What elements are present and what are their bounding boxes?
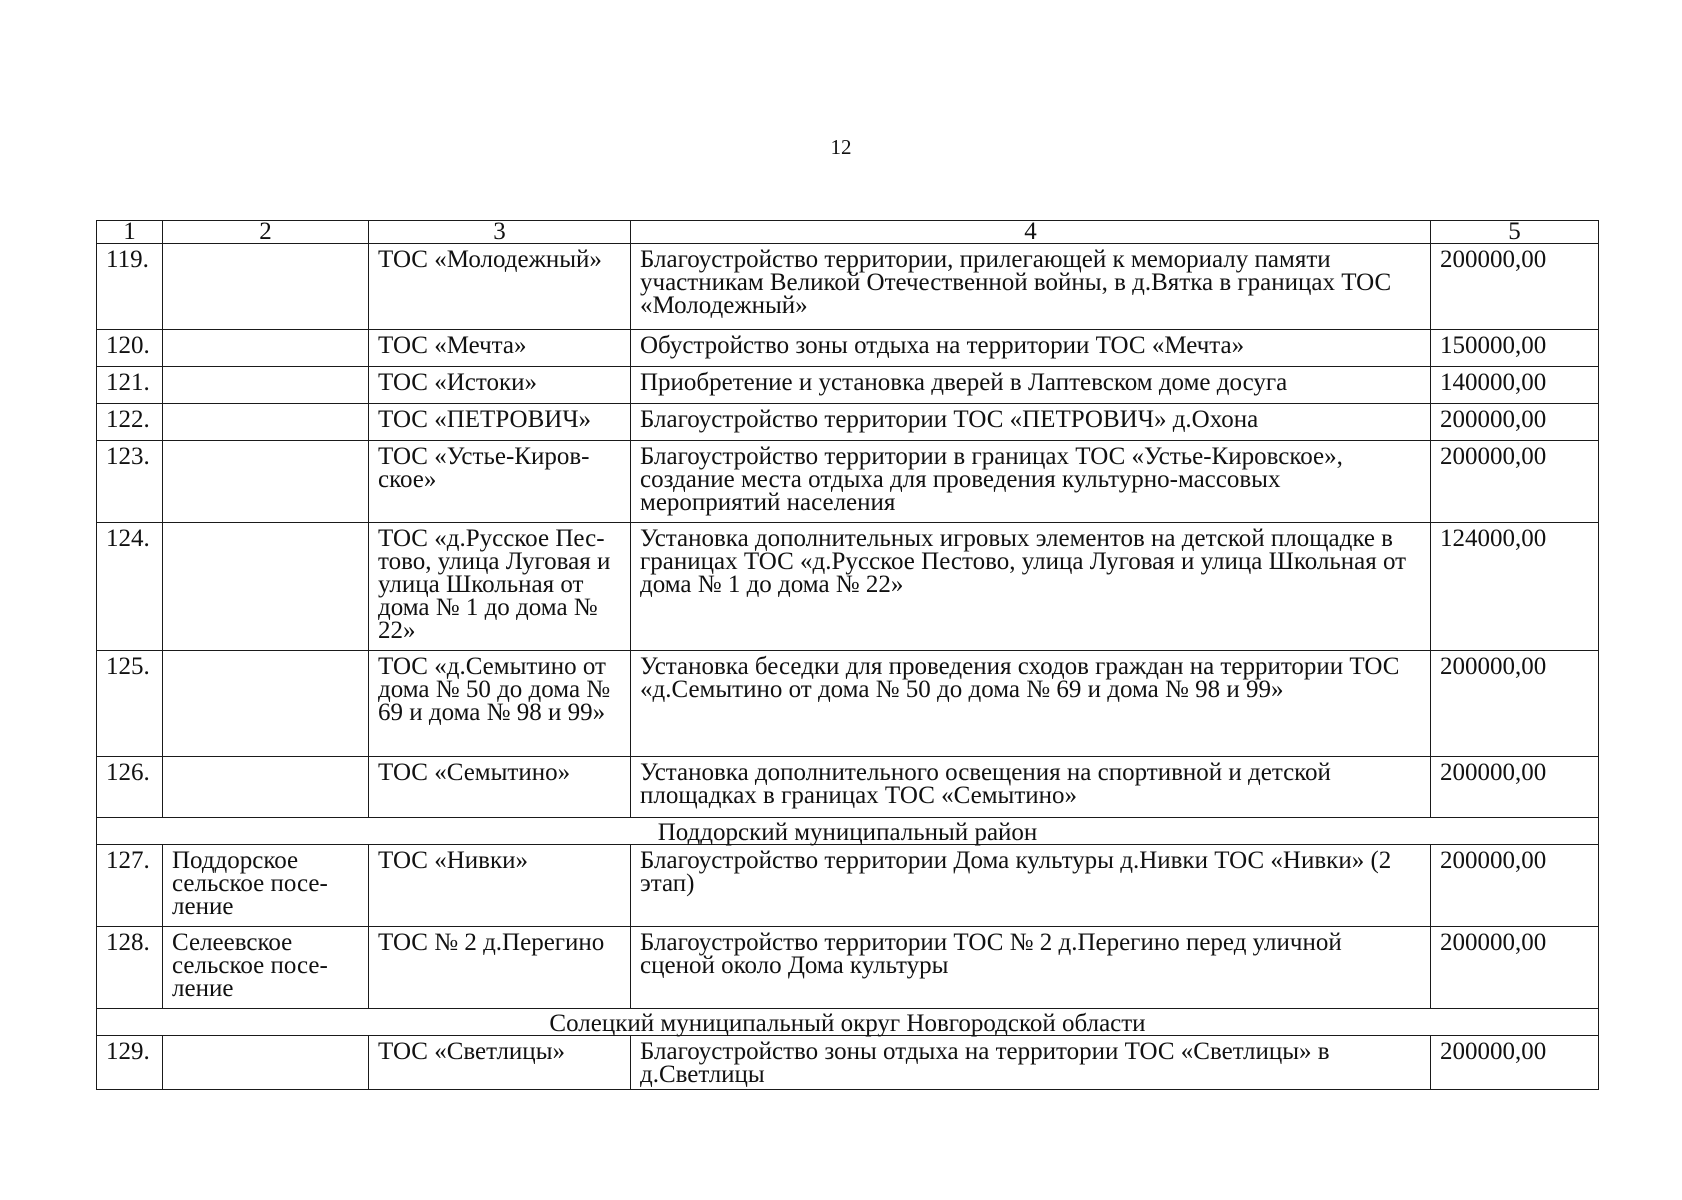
table-row <box>97 927 1599 1009</box>
project-cell: Благоустройство территории, прилегающей к мемориалу памяти участникам Великой Отечественной войны, в д.Вятка в границах ТОС «Молодежный» <box>631 244 1431 330</box>
tos-cell: ТОС «Молодежный» <box>369 244 631 330</box>
sum-cell: 140000,00 <box>1431 367 1599 404</box>
sum-cell: 200000,00 <box>1431 927 1599 1009</box>
row-number: 127. <box>97 845 163 927</box>
project-cell: Благоустройство территории ТОС «ПЕТРОВИЧ» д.Охона <box>631 404 1431 441</box>
sum-cell: 124000,00 <box>1431 523 1599 651</box>
table-row <box>97 441 1599 523</box>
project-cell: Приобретение и установка дверей в Лаптевском доме досуга <box>631 367 1431 404</box>
settlement-cell <box>163 523 369 651</box>
settlement-cell <box>163 757 369 818</box>
table-row <box>97 757 1599 818</box>
header-cell-1: 1 <box>97 221 163 244</box>
row-number: 125. <box>97 651 163 757</box>
project-cell: Установка дополнительного освещения на спортивной и детской площадках в границах ТОС «Семытино» <box>631 757 1431 818</box>
sum-cell: 200000,00 <box>1431 404 1599 441</box>
sum-cell: 200000,00 <box>1431 1036 1599 1090</box>
settlement-cell <box>163 367 369 404</box>
tos-cell: ТОС «Семытино» <box>369 757 631 818</box>
row-number: 119. <box>97 244 163 330</box>
section-title-soletsky: Солецкий муниципальный округ Новгородской области <box>97 1009 1599 1036</box>
table-row <box>97 1036 1599 1090</box>
tos-cell: ТОС «Истоки» <box>369 367 631 404</box>
settlement-cell: Поддорское сельское посе-ление <box>163 845 369 927</box>
row-number: 123. <box>97 441 163 523</box>
sum-cell: 200000,00 <box>1431 651 1599 757</box>
project-cell: Обустройство зоны отдыха на территории ТОС «Мечта» <box>631 330 1431 367</box>
row-number: 124. <box>97 523 163 651</box>
tos-cell: ТОС «Светлицы» <box>369 1036 631 1090</box>
settlement-cell <box>163 404 369 441</box>
projects-table <box>96 220 1599 1090</box>
row-number: 121. <box>97 367 163 404</box>
table-row <box>97 244 1599 330</box>
page-number: 12 <box>830 135 852 159</box>
settlement-cell <box>163 1036 369 1090</box>
sum-cell: 200000,00 <box>1431 244 1599 330</box>
settlement-cell <box>163 441 369 523</box>
header-cell-5: 5 <box>1431 221 1599 244</box>
section-row-soletsky <box>97 1009 1599 1036</box>
section-title-poddorsky: Поддорский муниципальный район <box>97 818 1599 845</box>
tos-cell: ТОС «Устье-Киров-ское» <box>369 441 631 523</box>
table-row <box>97 367 1599 404</box>
sum-cell: 200000,00 <box>1431 441 1599 523</box>
project-cell: Установка беседки для проведения сходов граждан на территории ТОС «д.Семытино от дома № 50 до дома № 69 и дома № 98 и 99» <box>631 651 1431 757</box>
table-row <box>97 330 1599 367</box>
project-cell: Благоустройство территории в границах ТОС «Устье-Кировское», создание места отдыха для проведения культурно-массовых мероприятий населения <box>631 441 1431 523</box>
tos-cell: ТОС «ПЕТРОВИЧ» <box>369 404 631 441</box>
tos-cell: ТОС «Мечта» <box>369 330 631 367</box>
section-row-poddorsky <box>97 818 1599 845</box>
project-cell: Благоустройство зоны отдыха на территории ТОС «Светлицы» в д.Светлицы <box>631 1036 1431 1090</box>
sum-cell: 200000,00 <box>1431 757 1599 818</box>
settlement-cell <box>163 330 369 367</box>
tos-cell: ТОС «д.Русское Пес-тово, улица Луговая и улица Школьная от дома № 1 до дома № 22» <box>369 523 631 651</box>
table-row <box>97 845 1599 927</box>
header-cell-3: 3 <box>369 221 631 244</box>
table-row <box>97 523 1599 651</box>
row-number: 129. <box>97 1036 163 1090</box>
tos-cell: ТОС «д.Семытино от дома № 50 до дома № 69 и дома № 98 и 99» <box>369 651 631 757</box>
tos-cell: ТОС «Нивки» <box>369 845 631 927</box>
row-number: 128. <box>97 927 163 1009</box>
header-cell-4: 4 <box>631 221 1431 244</box>
sum-cell: 200000,00 <box>1431 845 1599 927</box>
table-header-row <box>97 221 1599 244</box>
table-row <box>97 651 1599 757</box>
tos-cell: ТОС № 2 д.Перегино <box>369 927 631 1009</box>
project-cell: Установка дополнительных игровых элементов на детской площадке в границах ТОС «д.Русское Пестово, улица Луговая и улица Школьная от дома № 1 до дома № 22» <box>631 523 1431 651</box>
project-cell: Благоустройство территории ТОС № 2 д.Перегино перед уличной сценой около Дома культуры <box>631 927 1431 1009</box>
table-row <box>97 404 1599 441</box>
settlement-cell: Селеевское сельское посе-ление <box>163 927 369 1009</box>
settlement-cell <box>163 651 369 757</box>
header-cell-2: 2 <box>163 221 369 244</box>
row-number: 126. <box>97 757 163 818</box>
row-number: 122. <box>97 404 163 441</box>
sum-cell: 150000,00 <box>1431 330 1599 367</box>
row-number: 120. <box>97 330 163 367</box>
settlement-cell <box>163 244 369 330</box>
project-cell: Благоустройство территории Дома культуры д.Нивки ТОС «Нивки» (2 этап) <box>631 845 1431 927</box>
